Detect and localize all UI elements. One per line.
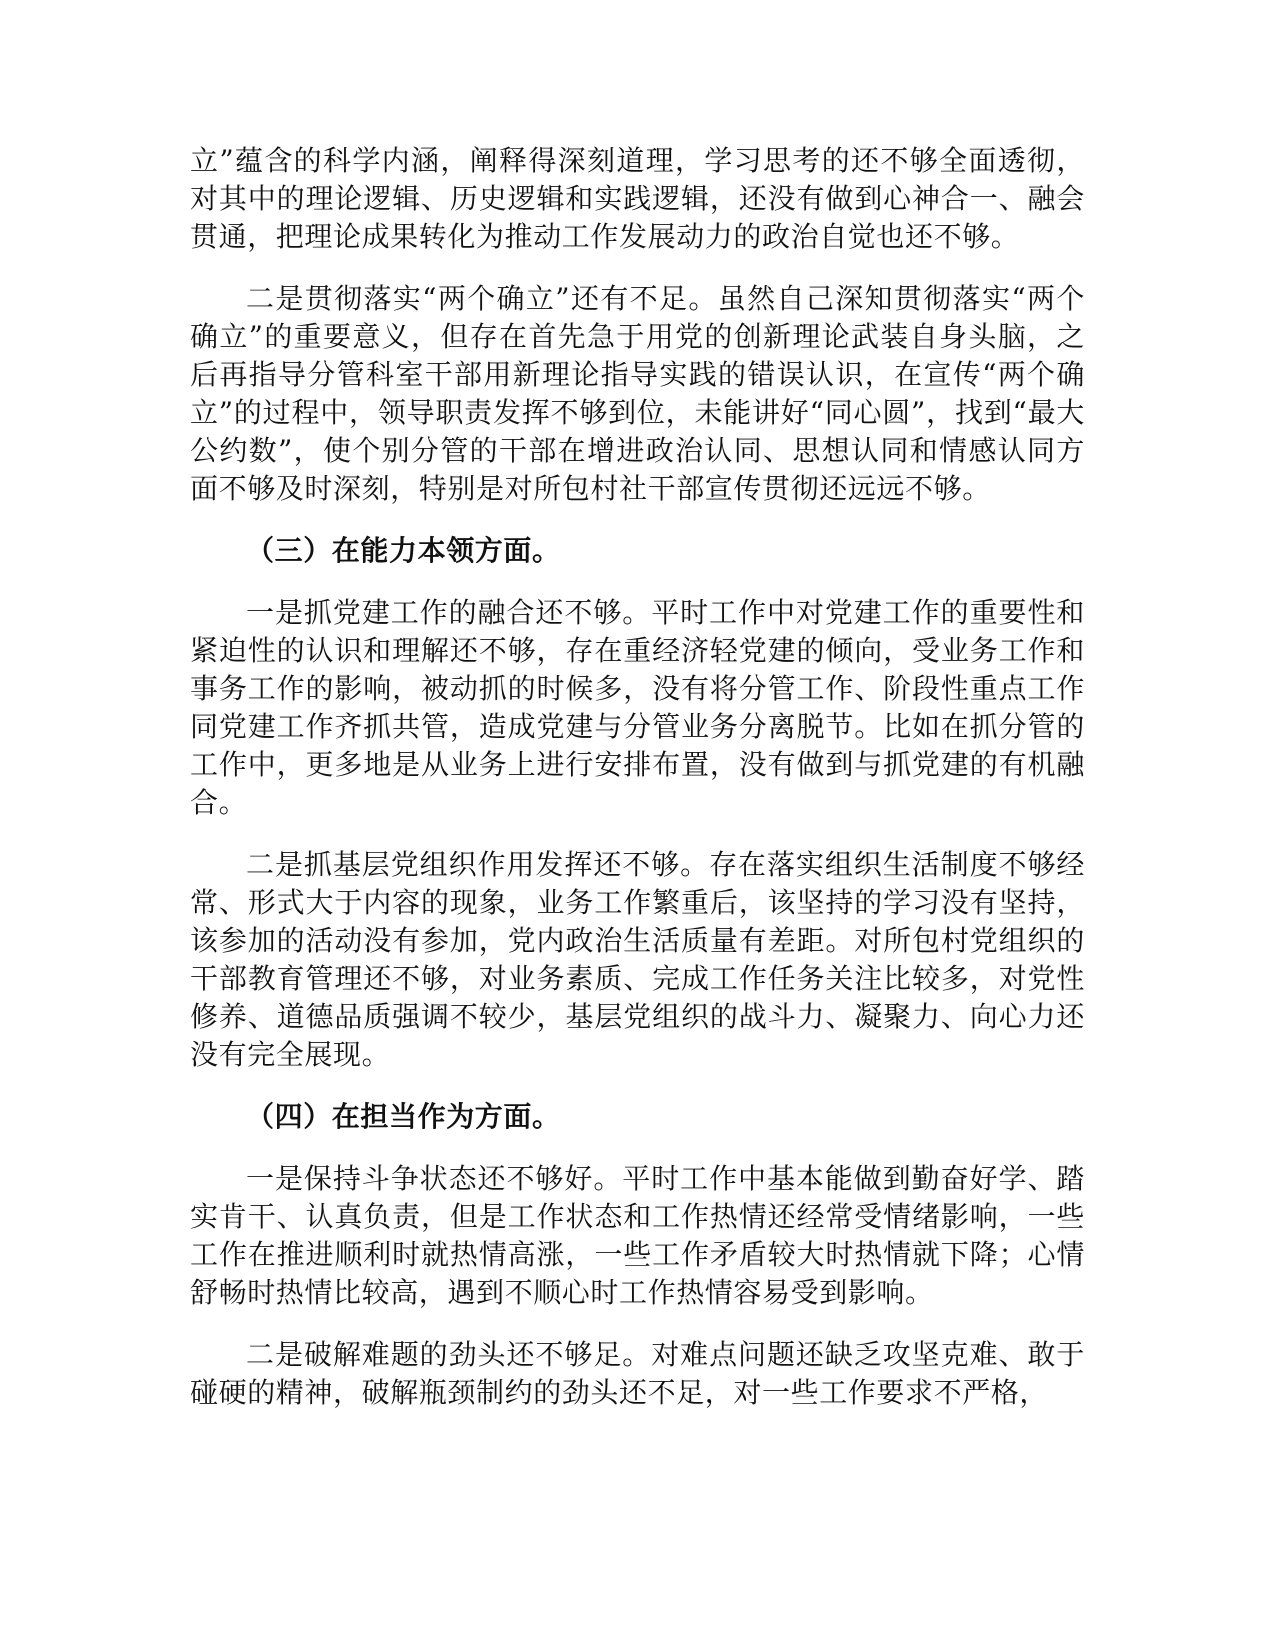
- section-heading-ability: （三）在能力本领方面。: [246, 534, 561, 567]
- paragraph-two-establishments: 二是贯彻落实“两个确立”还有不足。虽然自己深知贯彻落实“两个确立”的重要意义，但存在首先急于用党的创新理论武装自身头脑，之后再指导分管科室干部用新理论指导实践的错误认识，在宣传“两个确立”的过程中，领导职责发挥不够到位，未能讲好“同心圆”，找到“最大公约数”，使个别分管的干部在增进政治认同、思想认同和情感认同方面不够及时深刻，特别是对所包村社干部宣传贯彻还远远不够。: [190, 282, 1085, 505]
- paragraph-solving-problems: 二是破解难题的劲头还不够足。对难点问题还缺乏攻坚克难、敢于碰硬的精神，破解瓶颈制约的劲头还不足，对一些工作要求不严格，: [190, 1338, 1085, 1409]
- section-heading-responsibility: （四）在担当作为方面。: [246, 1100, 561, 1133]
- paragraph-grassroots-organization: 二是抓基层党组织作用发挥还不够。存在落实组织生活制度不够经常、形式大于内容的现象，业务工作繁重后，该坚持的学习没有坚持，该参加的活动没有参加，党内政治生活质量有差距。对所包村党组织的干部教育管理还不够，对业务素质、完成工作任务关注比较多，对党性修养、道德品质强调不较少，基层党组织的战斗力、凝聚力、向心力还没有完全展现。: [190, 848, 1085, 1071]
- paragraph-party-building-integration: 一是抓党建工作的融合还不够。平时工作中对党建工作的重要性和紧迫性的认识和理解还不够，存在重经济轻党建的倾向，受业务工作和事务工作的影响，被动抓的时候多，没有将分管工作、阶段性重点工作同党建工作齐抓共管，造成党建与分管业务分离脱节。比如在抓分管的工作中，更多地是从业务上进行安排布置，没有做到与抓党建的有机融合。: [190, 596, 1085, 819]
- document-body: [190, 142, 1085, 1436]
- paragraph-struggle-state: 一是保持斗争状态还不够好。平时工作中基本能做到勤奋好学、踏实肯干、认真负责，但是工作状态和工作热情还经常受情绪影响，一些工作在推进顺利时就热情高涨，一些工作矛盾较大时热情就下降；心情舒畅时热情比较高，遇到不顺心时工作热情容易受到影响。: [190, 1162, 1085, 1309]
- paragraph-continuation: 立”蕴含的科学内涵，阐释得深刻道理，学习思考的还不够全面透彻，对其中的理论逻辑、历史逻辑和实践逻辑，还没有做到心神合一、融会贯通，把理论成果转化为推动工作发展动力的政治自觉也还不够。: [190, 144, 1085, 253]
